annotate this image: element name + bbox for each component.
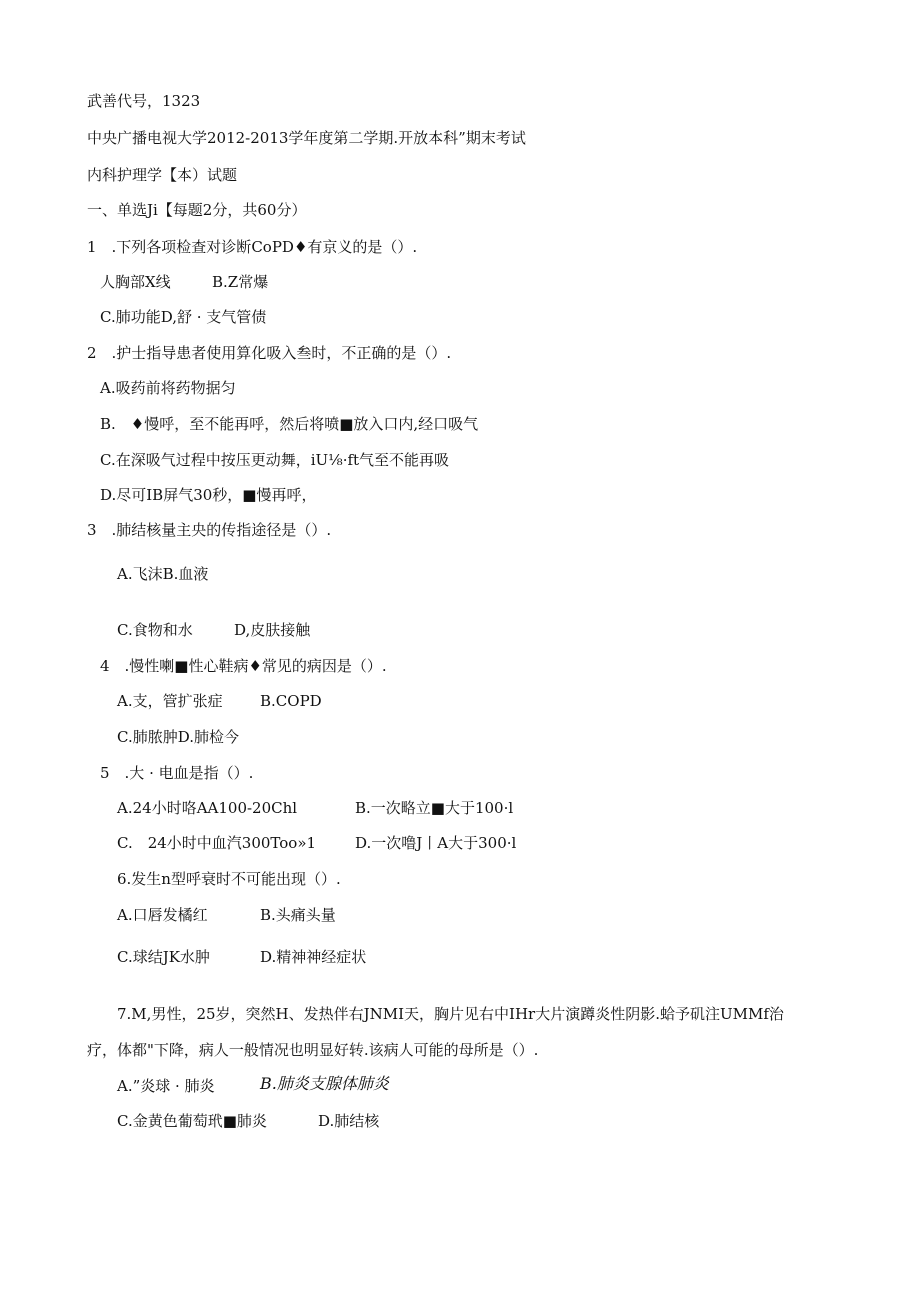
exam-code: 武善代号，1323 [87,92,201,110]
question-5-option-c: C. 24小时中血汽300Too»1 [117,834,317,852]
question-1-option-b: B.Z常爆 [212,273,269,291]
question-5-stem: 5 .大 · 电血是指（）. [100,764,254,782]
question-7-option-c: C.金黄色葡萄玳■肺炎 [117,1112,267,1130]
question-3-stem: 3 .肺结核量主央的传指途径是（）. [87,521,332,539]
question-2-stem: 2 .护士指导患者使用算化吸入叁时，不正确的是（）. [87,344,452,362]
question-5-option-d: D.一次噜J丨A大于300·l [355,834,517,852]
question-3-option-ab: A.飞沫B.血液 [117,565,209,583]
course-title: 内科护理学【本）试题 [87,166,238,184]
exam-title: 中央广播电视大学2012-2013学年度第二学期.开放本科”期末考试 [87,129,526,147]
question-6-option-a: A.口唇发橘红 [117,906,208,924]
question-1-option-cd: C.肺功能D,舒 · 支气管债 [100,308,267,326]
question-7-option-b: B.肺炎支腺体肺炎 [260,1074,389,1093]
question-6-option-b: B.头痛头量 [260,906,336,924]
question-2-option-d: D.尽可IB屏气30秒，■慢再呼， [100,486,317,504]
question-4-option-a: A.支，管扩张症 [117,692,223,710]
question-1-stem: 1 .下列各项检查对诊断CoPD♦有京义的是（）. [87,238,418,256]
question-6-stem: 6.发生n型呼衰时不可能出现（）. [117,870,341,888]
question-6-option-c: C.球结JK水肿 [117,948,210,966]
question-4-option-cd: C.肺脓肿D.肺检今 [117,728,239,746]
section-title: 一、单选Ji【每题2分，共60分） [87,201,307,219]
question-3-option-d: D,皮肤接触 [234,621,311,639]
question-2-option-c: C.在深吸气过程中按压更动舞，iU⅛·ft气至不能再吸 [100,451,450,469]
question-5-option-b: B.一次略立■大于100·l [355,799,514,817]
question-1-option-a: 人胸部X线 [100,273,171,291]
question-4-stem: 4 .慢性喇■性心鞋病♦常见的病因是（）. [100,657,387,675]
question-2-option-b: B. ♦慢呼，至不能再呼，然后将喷■放入口内,经口吸气 [100,415,479,433]
question-7-stem: 7.M,男性，25岁，突然H、发热伴右JNMI天，胸片见右中IHr大片演蹲炎性阴影.蛤予矶注UMMf治 [117,1005,784,1023]
question-3-option-c: C.食物和水 [117,621,193,639]
question-7-stem-continued: 疗，体都"下降，病人一般情况也明显好转.该病人可能的母所是（）. [87,1041,539,1059]
question-6-option-d: D.精神神经症状 [260,948,367,966]
question-5-option-a: A.24小时咯AA100-20Chl [117,799,298,817]
question-7-option-a: A.”炎球 · 肺炎 [117,1077,215,1095]
question-2-option-a: A.吸药前将药物据匀 [100,379,236,397]
question-4-option-b: B.COPD [260,692,322,710]
question-7-option-d: D.肺结核 [318,1112,380,1130]
